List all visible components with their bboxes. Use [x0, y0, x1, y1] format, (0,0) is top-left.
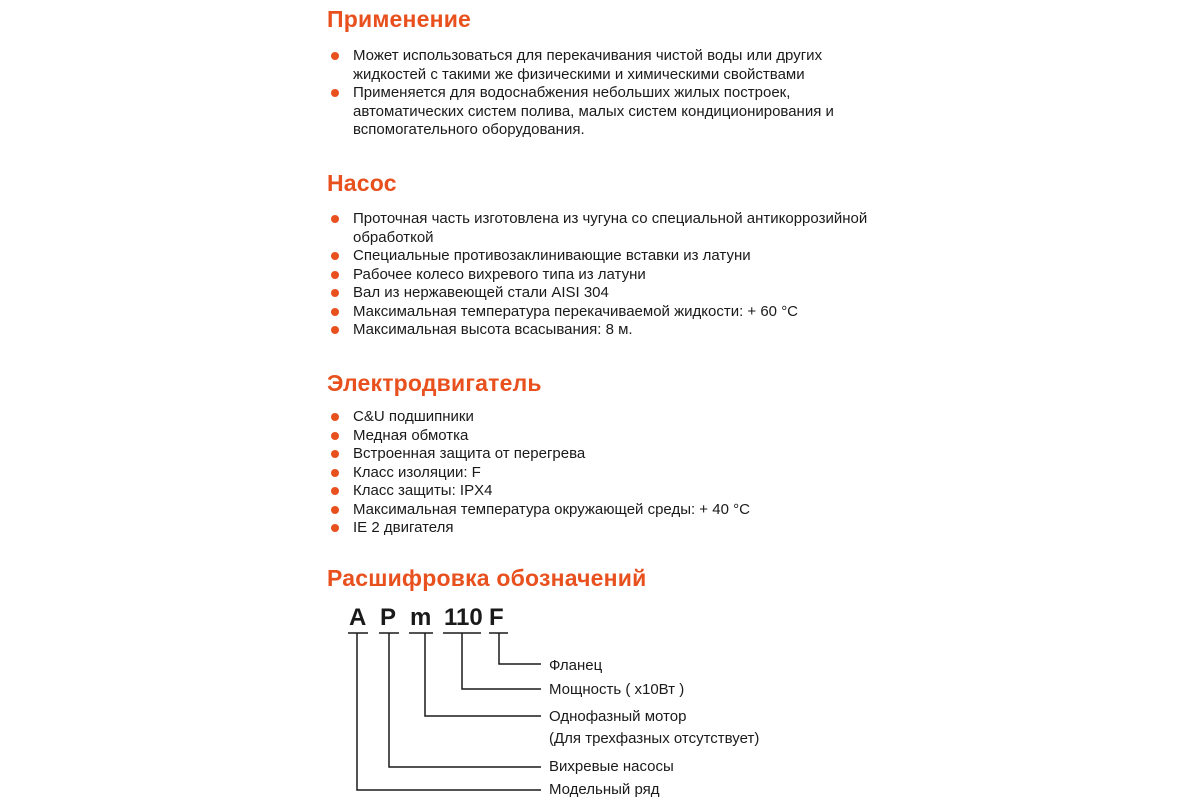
- label-three-phase-note: (Для трехфазных отсутствует): [549, 730, 760, 747]
- list-item: IE 2 двигателя: [328, 519, 888, 538]
- label-vortex: Вихревые насосы: [549, 758, 674, 775]
- code-letter-series: A: [349, 604, 367, 631]
- code-letter-flange: F: [489, 604, 504, 631]
- code-power: 110: [444, 604, 483, 631]
- section-title-motor: Электродвигатель: [327, 370, 542, 396]
- list-item: Максимальная температура окружающей среды: + 40 °C: [328, 501, 888, 520]
- list-item: Может использоваться для перекачивания чистой воды или других жидкостей с такими же физическими и химическими свойствами: [328, 47, 888, 84]
- code-letter-single-phase: m: [410, 604, 432, 631]
- list-item: Встроенная защита от перегрева: [328, 445, 888, 464]
- list-item: C&U подшипники: [328, 408, 888, 427]
- list-item: Максимальная высота всасывания: 8 м.: [328, 321, 888, 340]
- label-single-phase: Однофазный мотор: [549, 708, 687, 725]
- list-item: Класс защиты: IPX4: [328, 482, 888, 501]
- label-flange: Фланец: [549, 657, 603, 674]
- list-item: Медная обмотка: [328, 427, 888, 446]
- list-item: Рабочее колесо вихревого типа из латуни: [328, 266, 888, 285]
- list-item: Проточная часть изготовлена из чугуна со специальной антикоррозийной обработкой: [328, 210, 888, 247]
- connector-single-phase: [425, 633, 541, 716]
- section-title-decoding: Расшифровка обозначений: [327, 565, 647, 591]
- connector-vortex: [389, 633, 541, 767]
- connector-power: [462, 633, 541, 689]
- list-item: Максимальная температура перекачиваемой жидкости: + 60 °C: [328, 303, 888, 322]
- code-letter-vortex: P: [380, 604, 397, 631]
- list-item: Применяется для водоснабжения небольших жилых построек, автоматических систем полива, малых систем кондиционирования и вспомогательного оборудования.: [328, 84, 888, 140]
- label-power: Мощность ( х10Вт ): [549, 681, 685, 698]
- section-title-pump: Насос: [327, 170, 397, 196]
- list-item: Класс изоляции: F: [328, 464, 888, 483]
- list-item: Вал из нержавеющей стали AISI 304: [328, 284, 888, 303]
- label-series: Модельный ряд: [549, 781, 660, 798]
- connector-flange: [499, 633, 541, 664]
- list-item: Специальные противозаклинивающие вставки из латуни: [328, 247, 888, 266]
- section-title-application: Применение: [327, 6, 472, 32]
